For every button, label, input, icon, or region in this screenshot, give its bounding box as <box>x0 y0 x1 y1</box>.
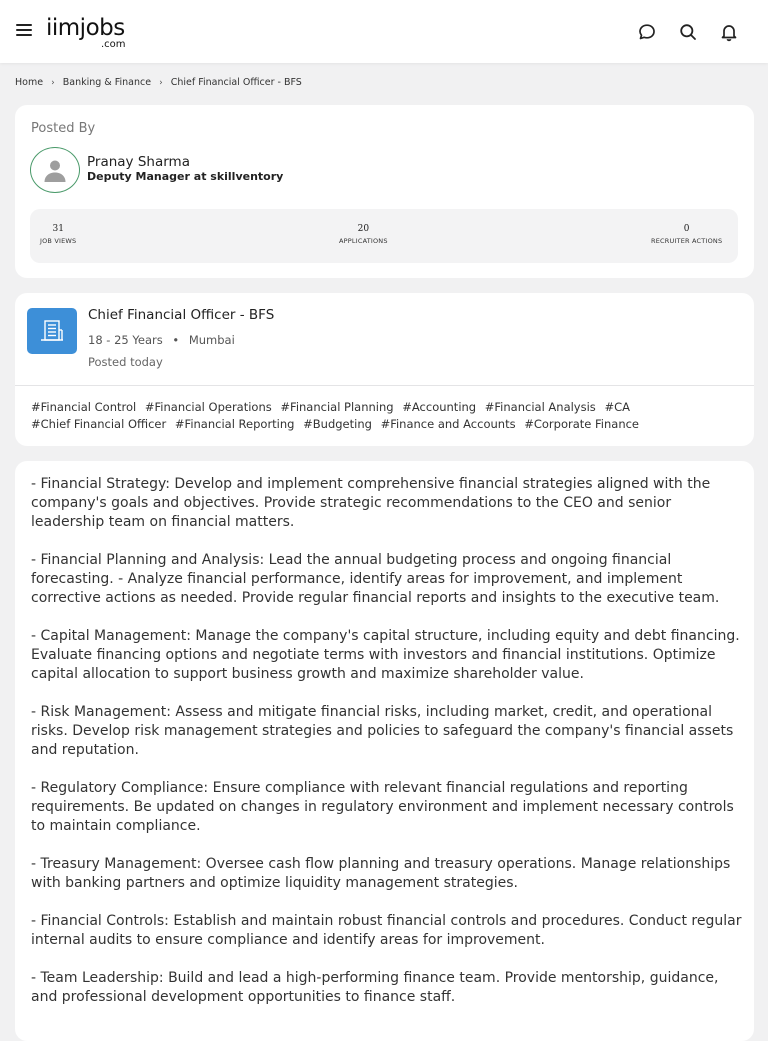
breadcrumb-category[interactable]: Banking & Finance <box>62 77 152 88</box>
tag[interactable]: #Budgeting <box>303 417 372 431</box>
skill-tags <box>31 399 746 433</box>
tag[interactable]: #Chief Financial Officer <box>31 417 167 431</box>
stat-recruiter-actions <box>651 224 722 245</box>
tag[interactable]: #Financial Reporting <box>174 417 295 431</box>
tag[interactable]: #Financial Control <box>31 400 137 414</box>
avatar[interactable] <box>30 147 80 193</box>
stat-label: RECRUITER ACTIONS <box>651 237 723 245</box>
poster-role: Deputy Manager at skillventory <box>87 170 284 183</box>
breadcrumb-home[interactable]: Home <box>15 77 44 88</box>
hamburger-icon[interactable] <box>13 21 35 41</box>
user-icon <box>42 157 68 183</box>
description-paragraph: - Financial Strategy: Develop and implement comprehensive financial strategies aligned with the company's goals and objectives. Provide strategic recommendations to the CEO and senior leadership team on financial matters. <box>31 476 711 530</box>
building-icon <box>38 317 66 345</box>
stat-value: 0 <box>683 224 690 234</box>
stat-job-views <box>40 224 76 245</box>
job-description <box>31 475 743 1026</box>
job-meta <box>88 333 235 347</box>
chat-bubble-icon[interactable] <box>637 22 657 42</box>
description-paragraph: - Risk Management: Assess and mitigate financial risks, including market, credit, and operational risks. Develop risk management strategies and policies to safeguard the company's financial assets and reputation. <box>31 704 734 758</box>
search-icon[interactable] <box>678 22 698 42</box>
description-paragraph: - Treasury Management: Oversee cash flow planning and treasury operations. Manage relationships with banking partners and optimize liquidity management strategies. <box>31 856 731 891</box>
job-location: Mumbai <box>188 333 235 347</box>
job-description-card <box>15 461 754 1041</box>
job-posted-date: Posted today <box>88 355 163 369</box>
tag[interactable]: #Financial Operations <box>144 400 272 414</box>
company-logo <box>27 308 77 354</box>
description-paragraph: - Financial Controls: Establish and maintain robust financial controls and procedures. Conduct regular internal audits to ensure compliance and identify areas for improvement. <box>31 913 742 948</box>
posted-by-label: Posted By <box>31 121 96 136</box>
job-title: Chief Financial Officer - BFS <box>88 307 275 323</box>
stat-applications <box>339 224 388 245</box>
posted-by-card <box>15 105 754 278</box>
chevron-right-icon: › <box>159 78 163 88</box>
stat-label: JOB VIEWS <box>40 237 77 245</box>
stat-label: APPLICATIONS <box>339 237 388 245</box>
description-paragraph: - Regulatory Compliance: Ensure compliance with relevant financial regulations and reporting requirements. Be updated on changes in regulatory environment and implement necessary controls to maintain compliance. <box>31 780 734 834</box>
stat-value: 31 <box>52 224 64 234</box>
logo-main-text: iimjobs <box>46 15 125 41</box>
breadcrumb <box>15 77 302 88</box>
stat-value: 20 <box>357 224 370 234</box>
tag[interactable]: #Corporate Finance <box>524 417 640 431</box>
chevron-right-icon: › <box>51 78 55 88</box>
tag[interactable]: #Finance and Accounts <box>380 417 516 431</box>
job-stats <box>30 209 738 263</box>
bell-icon[interactable] <box>719 22 739 42</box>
site-logo[interactable] <box>46 15 136 53</box>
logo-sub-text: .com <box>101 39 126 50</box>
top-bar <box>0 0 768 63</box>
job-experience: 18 - 25 Years <box>88 333 163 347</box>
tag[interactable]: #Financial Analysis <box>484 400 596 414</box>
description-paragraph: - Team Leadership: Build and lead a high-performing finance team. Provide mentorship, guidance, and professional development opportunities to finance staff. <box>31 970 719 1005</box>
job-summary-card <box>15 293 754 446</box>
tag[interactable]: #Financial Planning <box>280 400 394 414</box>
description-paragraph: - Capital Management: Manage the company's capital structure, including equity and debt financing. Evaluate financing options and negotiate terms with investors and financial institutions. Optimize capital allocation to support business growth and maximize shareholder value. <box>31 628 740 682</box>
breadcrumb-current[interactable]: Chief Financial Officer - BFS <box>170 77 302 88</box>
tag[interactable]: #CA <box>604 400 630 414</box>
poster-name[interactable]: Pranay Sharma <box>87 154 190 170</box>
description-paragraph: - Financial Planning and Analysis: Lead the annual budgeting process and ongoing financial forecasting. - Analyze financial performance, identify areas for improvement, and implement corrective actions as needed. Provide regular financial reports and insights to the executive team. <box>31 552 720 606</box>
separator-dot: • <box>172 333 180 347</box>
divider <box>15 385 754 386</box>
tag[interactable]: #Accounting <box>402 400 477 414</box>
